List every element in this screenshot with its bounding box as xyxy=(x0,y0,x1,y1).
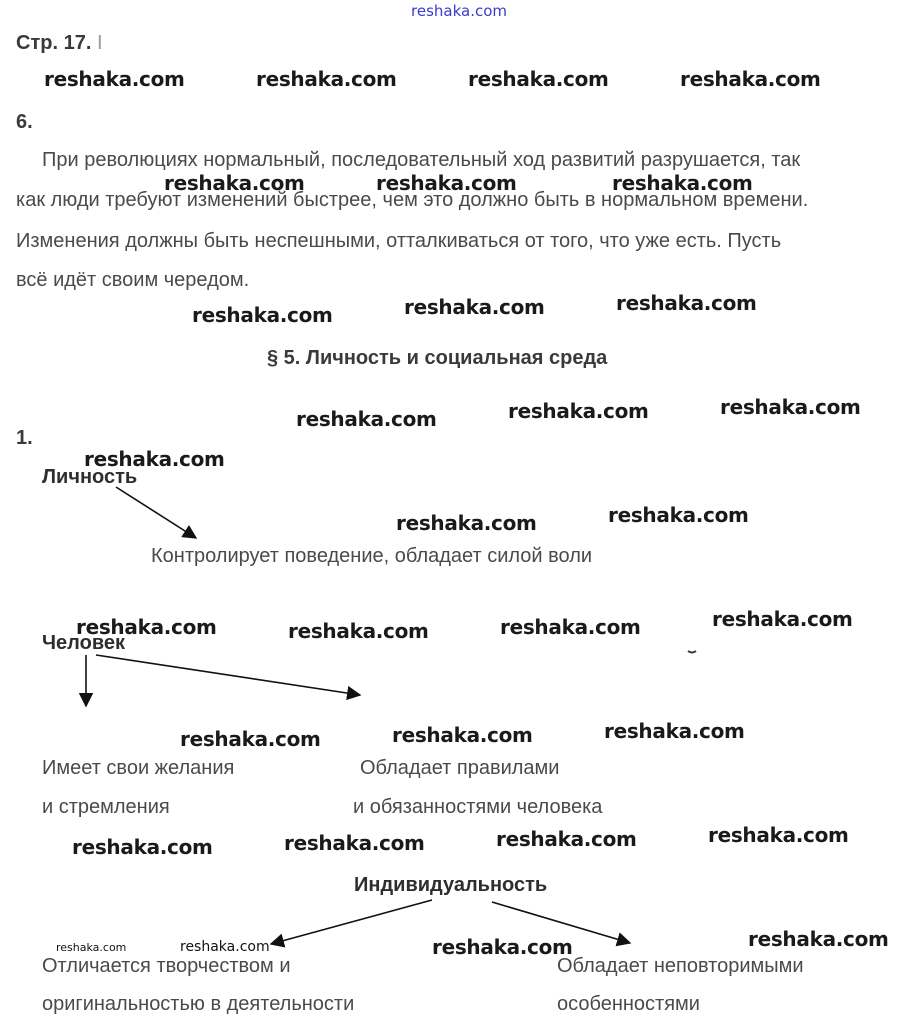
task6-number: 6. xyxy=(16,111,33,133)
site-top-link[interactable]: reshaka.com xyxy=(411,2,507,20)
watermark: reshaka.com xyxy=(508,399,649,423)
arrow-personality xyxy=(116,487,196,538)
watermark: reshaka.com xyxy=(608,503,749,527)
task6-line-1: При революциях нормальный, последовательный ход развитий разрушается, так xyxy=(42,149,801,171)
watermark: reshaka.com xyxy=(72,835,213,859)
watermark: reshaka.com xyxy=(284,831,425,855)
task1-number: 1. xyxy=(16,427,33,449)
watermark: reshaka.com xyxy=(192,303,333,327)
watermark: reshaka.com xyxy=(468,67,609,91)
watermark: reshaka.com xyxy=(712,607,853,631)
task6-line-3: Изменения должны быть неспешными, отталкиваться от того, что уже есть. Пусть xyxy=(16,230,782,252)
watermark: reshaka.com xyxy=(288,619,429,643)
watermark: reshaka.com xyxy=(616,291,757,315)
stray-mark xyxy=(688,651,696,653)
watermark: reshaka.com xyxy=(680,67,821,91)
individuality-left-line-1: Отличается творчеством и xyxy=(42,955,291,977)
watermark-small: reshaka.com xyxy=(180,939,270,955)
watermark: reshaka.com xyxy=(612,171,753,195)
human-right-line-1: Обладает правилами xyxy=(360,757,560,779)
watermark: reshaka.com xyxy=(180,727,321,751)
individuality-left-line-2: оригинальностью в деятельности xyxy=(42,993,355,1015)
term-human: Человек xyxy=(42,632,125,654)
watermark-small: reshaka.com xyxy=(56,941,127,954)
watermark: reshaka.com xyxy=(376,171,517,195)
watermark: reshaka.com xyxy=(392,723,533,747)
personality-description: Контролирует поведение, обладает силой воли xyxy=(151,545,593,567)
human-right-line-2: и обязанностями человека xyxy=(353,796,603,818)
watermark: reshaka.com xyxy=(404,295,545,319)
watermark: reshaka.com xyxy=(84,447,225,471)
individuality-right-line-1: Обладает неповторимыми xyxy=(557,955,804,977)
task6-line-2: как люди требуют изменений быстрее, чем это должно быть в нормальном времени. xyxy=(16,189,809,211)
human-left-line-2: и стремления xyxy=(42,796,170,818)
human-left-line-1: Имеет свои желания xyxy=(42,757,235,779)
watermark: reshaka.com xyxy=(500,615,641,639)
watermark: reshaka.com xyxy=(44,67,185,91)
page-label-text: Стр. 17. xyxy=(16,32,92,54)
watermark: reshaka.com xyxy=(708,823,849,847)
arrow-individuality-left xyxy=(271,900,432,944)
watermark: reshaka.com xyxy=(496,827,637,851)
term-personality: Личность xyxy=(42,466,138,488)
page-label xyxy=(16,32,103,55)
watermark: reshaka.com xyxy=(604,719,745,743)
term-individuality: Индивидуальность xyxy=(354,874,548,896)
watermark: reshaka.com xyxy=(720,395,861,419)
watermark: reshaka.com xyxy=(76,615,217,639)
arrow-human-right xyxy=(96,655,360,695)
watermark: reshaka.com xyxy=(432,935,573,959)
watermark: reshaka.com xyxy=(296,407,437,431)
watermark: reshaka.com xyxy=(396,511,537,535)
individuality-right-line-2: особенностями xyxy=(557,993,700,1015)
page-label-mark: I xyxy=(96,32,103,54)
task6-line-4: всё идёт своим чередом. xyxy=(16,269,250,291)
watermark: reshaka.com xyxy=(748,927,889,951)
watermark: reshaka.com xyxy=(256,67,397,91)
section-title: § 5. Личность и социальная среда xyxy=(267,347,608,369)
watermark: reshaka.com xyxy=(164,171,305,195)
